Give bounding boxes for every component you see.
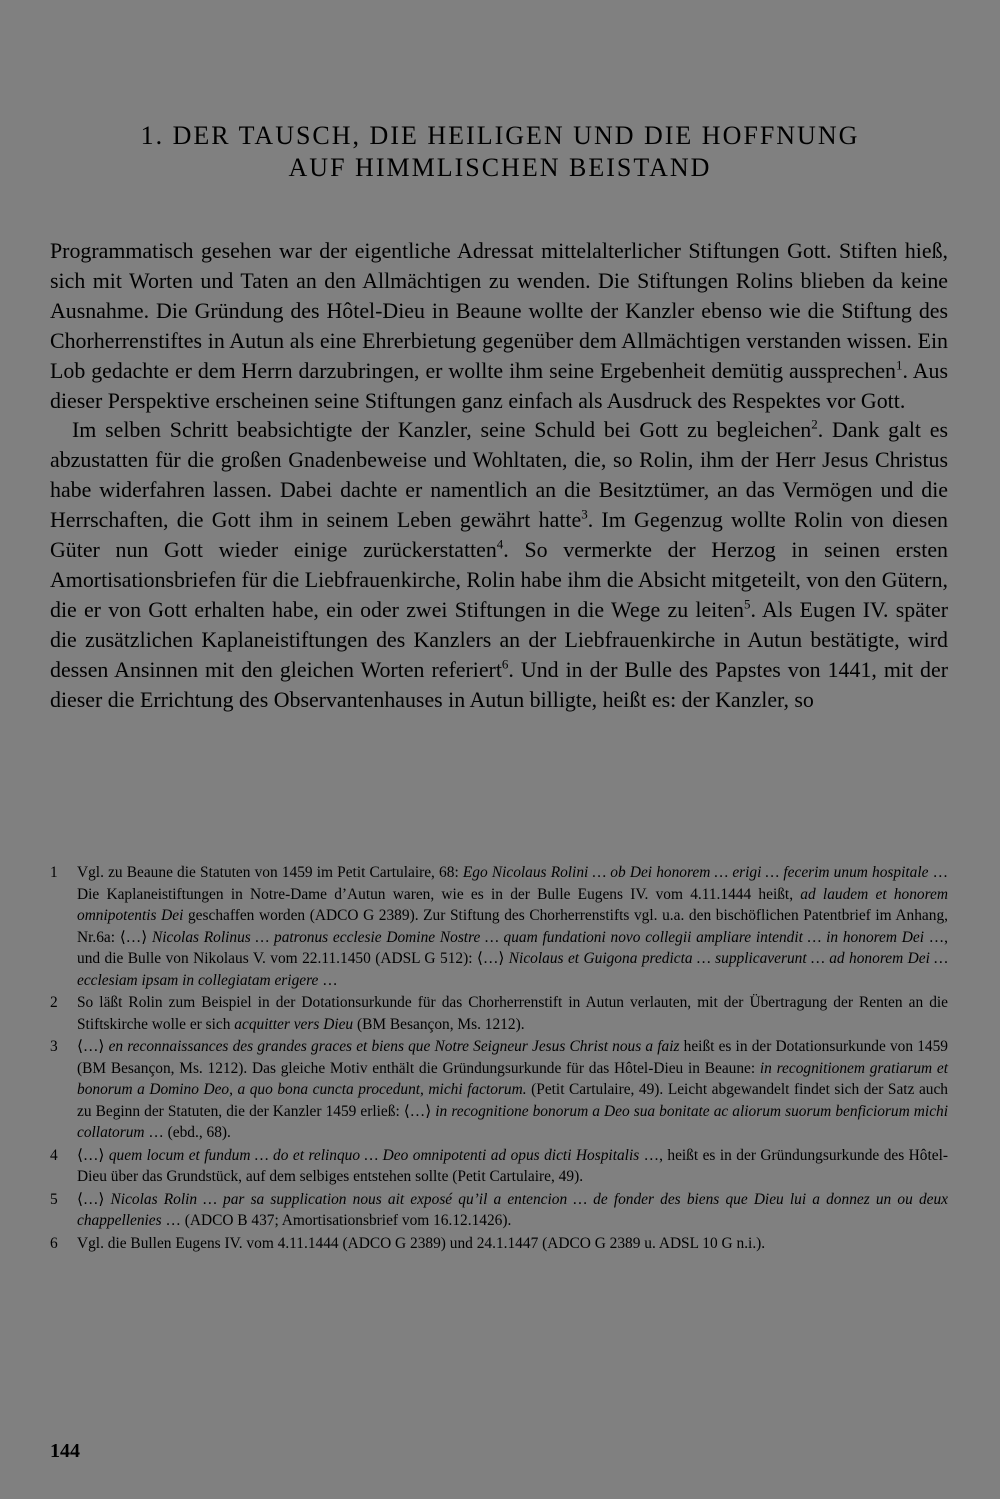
footnotes-section [50, 862, 948, 1255]
text-segment: … [318, 971, 338, 989]
text-segment: . Und in der Bulle des Papstes von 1441, mit der dieser die Errichtung des Observantenhauses in Autun billigte, heißt es: der Kanzler, so [50, 656, 948, 712]
text-segment: … Die Kaplaneistiftungen in Notre-Dame d’Autun waren, wie es in der Bulle Eugens IV. vom 4.11.1444 heißt, [77, 864, 948, 903]
text-segment: . Im Gegenzug wollte Rolin von diesen Güter nun Gott wieder einige zurückerstatten [50, 507, 948, 563]
footnote [50, 1233, 948, 1255]
italic-quotation: acquitter vers Dieu [234, 1015, 354, 1033]
text-segment: geschaffen worden (ADCO G 2389). Zur Stiftung des Chorherrenstifts vgl. u.a. den bischöflichen Patentbrief im Anhang, Nr.6a: ⟨…⟩ [77, 907, 948, 946]
footnote [50, 862, 948, 991]
text-segment: … (ADCO B 437; Amortisationsbrief vom 16.12.1426). [161, 1212, 512, 1229]
footnote-reference: 3 [581, 506, 588, 522]
text-segment: Vgl. zu Beaune die Statuten von 1459 im Petit Cartulaire, 68: [77, 864, 463, 881]
footnote-number: 6 [50, 1234, 58, 1252]
text-segment: . Dank galt es abzustatten für die großen Gnadenbeweise und Wohltaten, die, so Rolin, ihm der Herr Jesus Christus habe widerfahren lassen. Dabei dachte er namentlich an die Besitztümer, an das Vermögen und die Herrschaften, die Gott ihm in seinem Leben gewährt hatte [50, 417, 948, 533]
text-segment: Im selben Schritt beabsichtigte der Kanzler, seine Schuld bei Gott zu begleichen [72, 417, 812, 443]
italic-quotation: en reconnaissances des grandes graces et biens que Notre Seigneur Jesus Christ nous a faiz [108, 1038, 680, 1055]
text-segment: ⟨…⟩ [77, 1038, 109, 1055]
footnote-number: 1 [50, 864, 58, 881]
italic-quotation: Nicolas Rolin … par sa supplication nous ait exposé qu’il a entencion … de fonder des biens que Dieu lui a donnez un ou deux chappellenies [77, 1190, 948, 1229]
text-segment: So läßt Rolin zum Beispiel in der Dotationsurkunde für das Chorherrenstift in Autun verlauten, mit der Übertragung der Renten an die Stiftskirche wolle er sich [77, 994, 948, 1033]
text-segment: (Petit Cartulaire, 49). Leicht abgewandelt findet sich der Satz auch zu Beginn der Statuten, die der Kanzler 1459 erließ: ⟨…⟩ [77, 1081, 949, 1120]
footnote-number: 5 [50, 1190, 58, 1208]
footnote-number: 4 [50, 1146, 58, 1164]
italic-quotation: Ego Nicolaus Rolini … ob Dei honorem … erigi … fecerim unum hospitale [462, 864, 929, 881]
footnote-number: 2 [50, 994, 58, 1011]
text-segment: … (ebd., 68). [144, 1124, 231, 1141]
chapter-heading-line-1: 1. DER TAUSCH, DIE HEILIGEN UND DIE HOFFNUNG [140, 121, 860, 150]
body-paragraph [50, 236, 948, 415]
footnote-number: 3 [50, 1038, 58, 1055]
page-number: 144 [50, 1440, 80, 1462]
footnote-reference: 6 [501, 656, 509, 672]
text-segment: heißt es in der Dotationsurkunde von 1459 (BM Besançon, Ms. 1212). Das gleiche Motiv enthält die Gründungsurkunde für das Hôtel-Dieu in Beaune: [77, 1038, 948, 1077]
footnote [50, 1189, 948, 1232]
text-segment: …, heißt es in der Gründungsurkunde des Hôtel-Dieu über das Grundstück, auf dem selbiges entstehen sollte (Petit Cartulaire, 49). [77, 1146, 948, 1185]
text-segment: …, und die Bulle von Nikolaus V. vom 22.11.1450 (ADSL G 512): ⟨…⟩ [77, 928, 948, 967]
text-segment: Programmatisch gesehen war der eigentliche Adressat mittelalterlicher Stiftungen Gott. Stiften hieß, sich mit Worten und Taten an den Allmächtigen zu wenden. Die Stiftungen Rolins blieben da keine Ausnahme. Die Gründung des Hôtel-Dieu in Beaune wollte der Kanzler ebenso wie die Stiftung des Chorherrenstiftes in Autun als eine Ehrerbietung gegenüber dem Allmächtigen verstanden wissen. Ein Lob gedachte er dem Herrn darzubringen, er wollte ihm seine Ergebenheit demütig aussprechen [50, 238, 948, 383]
italic-quotation: Nicolaus et Guigona predicta … supplicaverunt … ad honorem Dei … ecclesiam ipsam in collegiatam erigere [77, 950, 948, 989]
italic-quotation: Nicolas Rolinus … patronus ecclesie Domine Nostre … quam fundationi novo collegii ampliare intendit … in honorem Dei [151, 928, 924, 946]
footnote-reference: 4 [496, 536, 504, 552]
italic-quotation: in recognitionem gratiarum et bonorum a Domino Deo, a quo bona cuncta procedunt, michi factorum. [77, 1059, 948, 1098]
main-body-text [50, 236, 948, 715]
footnote-reference: 1 [896, 357, 903, 373]
footnote-reference: 5 [744, 596, 751, 612]
footnote [50, 1145, 948, 1188]
footnote [50, 1036, 948, 1144]
text-segment: ⟨…⟩ [77, 1146, 109, 1164]
text-segment: (BM Besançon, Ms. 1212). [353, 1015, 525, 1033]
chapter-heading-line-2: AUF HIMMLISCHEN BEISTAND [288, 153, 712, 182]
footnote [50, 992, 948, 1035]
footnote-reference: 2 [811, 417, 818, 433]
text-segment: Vgl. die Bullen Eugens IV. vom 4.11.1444 (ADCO G 2389) und 24.1.1447 (ADCO G 2389 u. ADSL 10 G n.i.). [77, 1234, 766, 1252]
body-paragraph [50, 415, 948, 714]
italic-quotation: in recognitione bonorum a Deo sua bonitate ac aliorum suorum benficiorum michi collatorum [77, 1102, 948, 1141]
chapter-heading [0, 120, 1000, 184]
text-segment: . Aus dieser Perspektive erscheinen seine Stiftungen ganz einfach als Ausdruck des Respektes vor Gott. [50, 357, 948, 413]
italic-quotation: quem locum et fundum … do et relinquo … Deo omnipotenti ad opus dicti Hospitalis [108, 1146, 640, 1164]
text-segment: . So vermerkte der Herzog in seinen ersten Amortisationsbriefen für die Liebfrauenkirche, Rolin habe ihm die Absicht mitgeteilt, von den Gütern, die er von Gott erhalten habe, ein oder zwei Stiftungen in die Wege zu leiten [50, 537, 948, 622]
text-segment: ⟨…⟩ [77, 1190, 111, 1208]
italic-quotation: ad laudem et honorem omnipotentis Dei [77, 885, 948, 924]
text-segment: . Als Eugen IV. später die zusätzlichen Kaplaneistiftungen des Kanzlers an der Liebfrauenkirche in Autun bestätigte, wird dessen Ansinnen mit den gleichen Worten referiert [50, 596, 948, 682]
